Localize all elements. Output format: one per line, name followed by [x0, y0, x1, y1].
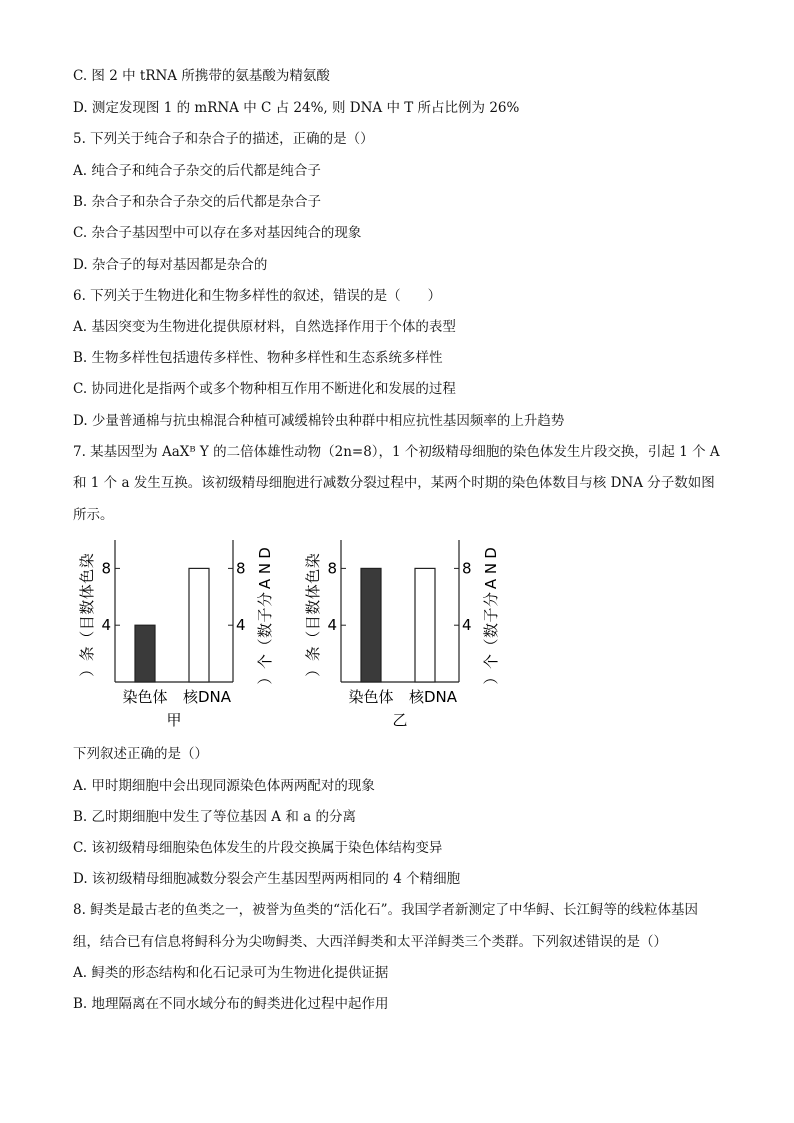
chart-1-right-axis-title-char: 分 — [256, 591, 274, 608]
chart-1-right-axis-title-char: ） — [256, 669, 274, 685]
chart-2-right-axis-title-char: D — [482, 547, 500, 559]
chart-2-left-axis-title-char: 目 — [304, 615, 322, 631]
chart-1-right-axis-title-char: 数 — [256, 622, 274, 639]
option-a-q8: A. 鲟类的形态结构和化石记录可为生物进化提供证据 — [73, 965, 389, 981]
chart-2-right-axis-title-char: 分 — [482, 591, 500, 608]
option-c-q6: C. 协同进化是指两个或多个物种相互作用不断进化和发展的过程 — [73, 381, 456, 397]
chart-2-category-label: 核DNA — [408, 688, 458, 706]
chart-1-right-axis-title-char: D — [256, 547, 274, 559]
chart-1-right-axis-title-char: 子 — [256, 607, 274, 623]
option-d-q7: D. 该初级精母细胞减数分裂会产生基因型两两相同的 4 个精细胞 — [73, 871, 461, 887]
chart-2-right-axis-title-char: ） — [482, 669, 500, 685]
chart-1-left-axis-title-char: 条 — [78, 646, 96, 662]
chart-1-right-axis-title-char: N — [256, 562, 274, 575]
option-c-q5: C. 杂合子基因型中可以存在多对基因纯合的现象 — [73, 225, 362, 241]
chart-2-left-axis-title-char: 体 — [304, 584, 322, 600]
chart-1-title: 甲 — [166, 711, 182, 729]
chart-1-right-tick-label: 4 — [236, 616, 246, 635]
figure-charts — [73, 532, 513, 732]
chart-1-left-axis-title-char: 色 — [78, 568, 96, 584]
option-d-q6: D. 少量普通棉与抗虫棉混合种植可减缓棉铃虫种群中相应抗性基因频率的上升趋势 — [73, 413, 565, 429]
chart-2-left-tick-label: 4 — [327, 616, 337, 635]
chart-1-left-axis-title-char: （ — [78, 630, 96, 646]
chart-2-left-axis-title-char: 染 — [304, 553, 322, 569]
chart-2-bar-2 — [415, 568, 435, 682]
chart-2-left-tick-label: 8 — [327, 559, 337, 578]
chart-2-left-axis-title-char: 数 — [304, 599, 322, 615]
chart-2-right-axis-title-char: 个 — [482, 653, 500, 670]
option-a-q6: A. 基因突变为生物进化提供原材料，自然选择作用于个体的表型 — [73, 319, 456, 335]
chart-2-bar-1 — [361, 568, 381, 682]
question-7-line-3: 所示。 — [73, 507, 114, 523]
option-d-q4: D. 测定发现图 1 的 mRNA 中 C 占 24%, 则 DNA 中 T 所占比例为 26% — [73, 100, 520, 116]
option-a-q7: A. 甲时期细胞中会出现同源染色体两两配对的现象 — [73, 778, 375, 794]
chart-1-left-tick-label: 8 — [101, 559, 111, 578]
chart-2-left-axis-title-char: （ — [304, 630, 322, 646]
chart-1-bar-1 — [135, 625, 155, 682]
chart-1-left-axis-title-char: ） — [78, 661, 96, 677]
option-c-q4: C. 图 2 中 tRNA 所携带的氨基酸为精氨酸 — [73, 68, 330, 84]
option-a-q5: A. 纯合子和纯合子杂交的后代都是纯合子 — [73, 163, 321, 179]
option-b-q5: B. 杂合子和杂合子杂交的后代都是杂合子 — [73, 194, 322, 210]
chart-1-bar-2 — [189, 568, 209, 682]
chart-1-left-tick-label: 4 — [101, 616, 111, 635]
question-8-line-2: 组，结合已有信息将鲟科分为尖吻鲟类、大西洋鲟类和太平洋鲟类三个类群。下列叙述错误的是（） — [73, 934, 667, 950]
chart-2-right-axis-title-char: （ — [482, 638, 500, 654]
chart-2-left-axis-title-char: 色 — [304, 568, 322, 584]
option-b-q7: B. 乙时期细胞中发生了等位基因 A 和 a 的分离 — [73, 809, 356, 825]
question-7-line-1: 7. 某基因型为 AaXᴮ Y 的二倍体雄性动物（2n=8），1 个初级精母细胞的染色体发生片段交换，引起 1 个 A — [73, 444, 720, 460]
chart-2-right-axis-title-char: 子 — [482, 607, 500, 623]
question-7-line-2: 和 1 个 a 发生互换。该初级精母细胞进行减数分裂过程中，某两个时期的染色体数目与核 DNA 分子数如图 — [73, 475, 715, 491]
question-8-line-1: 8. 鲟类是最古老的鱼类之一，被誉为鱼类的“活化石”。我国学者新测定了中华鲟、长江鲟等的线粒体基因 — [73, 902, 698, 918]
chart-2-right-axis-title-char: N — [482, 562, 500, 575]
chart-2-category-label: 染色体 — [348, 688, 394, 706]
chart-2-title: 乙 — [392, 711, 408, 729]
chart-1-left-axis-title-char: 体 — [78, 584, 96, 600]
chart-1-left-axis-title-char: 染 — [78, 553, 96, 569]
chart-1-right-axis-title-char: 个 — [256, 653, 274, 670]
chart-1-left-axis-title-char: 数 — [78, 599, 96, 615]
chart-1-right-tick-label: 8 — [236, 559, 246, 578]
chart-2-right-axis-title-char: 数 — [482, 622, 500, 639]
chart-2-right-tick-label: 4 — [462, 616, 472, 635]
option-b-q6: B. 生物多样性包括遗传多样性、物种多样性和生态系统多样性 — [73, 350, 443, 366]
question-7-stem: 下列叙述正确的是（） — [73, 746, 208, 762]
chart-2-left-axis-title-char: 条 — [304, 646, 322, 662]
charts-svg — [73, 532, 513, 732]
chart-2-left-axis-title-char: ） — [304, 661, 322, 677]
chart-1-right-axis-title-char: A — [256, 578, 274, 590]
chart-1-category-label: 染色体 — [122, 688, 168, 706]
chart-1-category-label: 核DNA — [182, 688, 232, 706]
option-c-q7: C. 该初级精母细胞染色体发生的片段交换属于染色体结构变异 — [73, 840, 443, 856]
chart-1-right-axis-title-char: （ — [256, 638, 274, 654]
question-6: 6. 下列关于生物进化和生物多样性的叙述，错误的是（ ） — [73, 288, 442, 304]
option-b-q8: B. 地理隔离在不同水域分布的鲟类进化过程中起作用 — [73, 996, 389, 1012]
option-d-q5: D. 杂合子的每对基因都是杂合的 — [73, 257, 268, 273]
chart-2-right-tick-label: 8 — [462, 559, 472, 578]
chart-1-left-axis-title-char: 目 — [78, 615, 96, 631]
question-5: 5. 下列关于纯合子和杂合子的描述，正确的是（） — [73, 131, 374, 147]
chart-2-right-axis-title-char: A — [482, 578, 500, 590]
